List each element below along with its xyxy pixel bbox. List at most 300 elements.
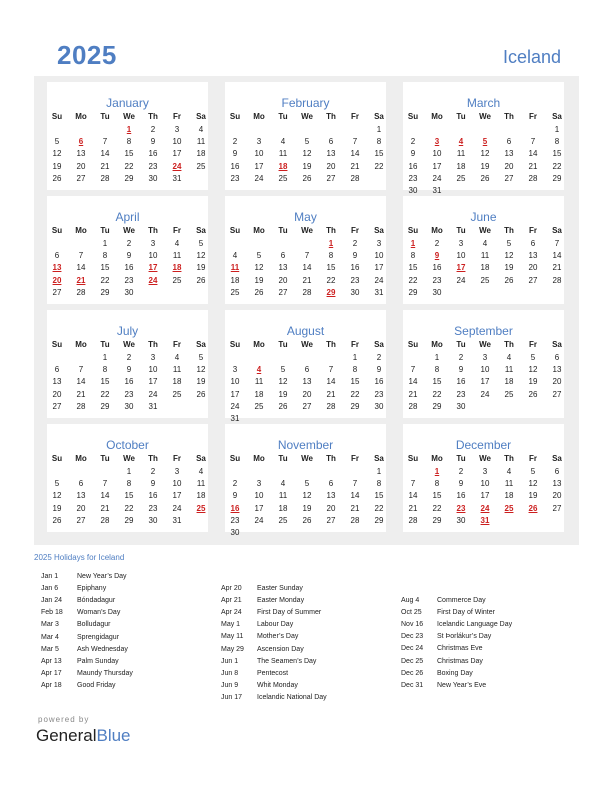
weekday-header: Mo [75, 112, 87, 121]
holiday-name: St Þorlákur’s Day [437, 633, 492, 641]
weekday-header: We [301, 112, 313, 121]
day-cell: 23 [148, 161, 158, 171]
day-cell: 5 [530, 353, 536, 362]
day-cell: 12 [254, 263, 264, 273]
weekday-header: Fr [529, 112, 537, 121]
day-cell: 18 [456, 161, 466, 171]
holiday-name: Easter Sunday [257, 585, 303, 592]
day-cell: 26 [302, 173, 312, 183]
day-cell: 5 [280, 365, 286, 375]
holiday-day: 3 [434, 137, 440, 147]
day-cell: 15 [100, 377, 110, 387]
day-cell: 11 [196, 137, 206, 147]
day-cell: 7 [410, 365, 416, 375]
month-name: April [115, 210, 140, 224]
weekday-header: Su [407, 112, 419, 121]
weekday-header: Sa [552, 226, 562, 235]
weekday-header: Mo [431, 340, 443, 349]
day-cell: 12 [480, 149, 490, 159]
day-cell: 4 [174, 239, 180, 248]
day-cell: 25 [196, 161, 206, 171]
day-cell: 15 [124, 149, 134, 159]
day-cell: 30 [408, 186, 418, 195]
day-cell: 22 [374, 161, 384, 171]
day-cell: 21 [528, 161, 538, 171]
day-cell: 21 [326, 389, 336, 399]
holiday-day: 1 [410, 239, 416, 248]
holiday-name: Icelandic National Day [257, 693, 327, 701]
weekday-header: Mo [431, 226, 443, 235]
weekday-header: Tu [278, 340, 288, 349]
day-cell: 10 [254, 149, 264, 159]
day-cell: 27 [52, 401, 62, 411]
day-cell: 19 [302, 161, 312, 171]
holiday-name: Christmas Eve [437, 645, 483, 653]
day-cell: 3 [482, 353, 488, 362]
month-name: March [466, 96, 501, 110]
day-cell: 8 [376, 479, 382, 489]
day-cell: 3 [256, 479, 262, 489]
day-cell: 2 [232, 137, 238, 147]
day-cell: 25 [172, 389, 182, 399]
day-cell: 22 [350, 389, 360, 399]
holiday-day: 24 [172, 161, 182, 171]
day-cell: 10 [480, 479, 490, 489]
day-cell: 3 [174, 125, 180, 134]
day-cell: 19 [528, 491, 538, 501]
day-cell: 23 [374, 389, 384, 399]
weekday-header: Mo [431, 112, 443, 121]
day-cell: 17 [480, 491, 490, 501]
day-cell: 1 [102, 239, 108, 248]
weekday-header: Su [229, 340, 241, 349]
day-cell: 28 [350, 515, 360, 525]
day-cell: 13 [326, 491, 336, 501]
weekday-header: We [301, 454, 313, 463]
holiday-name: Epiphany [77, 585, 107, 593]
day-cell: 11 [456, 149, 466, 159]
day-cell: 30 [374, 401, 384, 411]
weekday-header: We [123, 112, 135, 121]
day-cell: 4 [506, 353, 512, 362]
day-cell: 10 [456, 251, 466, 261]
day-cell: 30 [124, 287, 134, 297]
day-cell: 16 [148, 491, 158, 501]
month-name: September [454, 324, 513, 338]
holiday-name: Ash Wednesday [77, 645, 128, 653]
day-cell: 22 [432, 389, 442, 399]
day-cell: 30 [350, 287, 360, 297]
day-cell: 26 [196, 275, 206, 285]
day-cell: 14 [326, 377, 336, 387]
weekday-header: Tu [456, 454, 466, 463]
day-cell: 8 [102, 251, 108, 261]
day-cell: 6 [54, 365, 60, 375]
holiday-day: 18 [278, 161, 288, 171]
day-cell: 1 [434, 353, 440, 362]
weekday-header: Th [148, 454, 158, 463]
day-cell: 27 [52, 287, 62, 297]
day-cell: 8 [410, 251, 416, 261]
holiday-name: Maundy Thursday [77, 669, 133, 677]
day-cell: 21 [76, 389, 86, 399]
weekday-header: We [479, 454, 491, 463]
day-cell: 15 [374, 149, 384, 159]
day-cell: 17 [148, 377, 158, 387]
day-cell: 29 [100, 401, 110, 411]
day-cell: 26 [302, 515, 312, 525]
day-cell: 19 [278, 389, 288, 399]
day-cell: 23 [408, 173, 418, 183]
day-cell: 4 [198, 125, 204, 134]
day-cell: 17 [480, 377, 490, 387]
weekday-header: Sa [196, 454, 206, 463]
holiday-day: 1 [434, 467, 440, 476]
holiday-name: Christmas Day [437, 657, 483, 665]
day-cell: 27 [504, 173, 514, 183]
holiday-date: Apr 20 [221, 585, 242, 592]
day-cell: 11 [196, 479, 206, 489]
day-cell: 17 [254, 503, 264, 513]
day-cell: 22 [124, 161, 134, 171]
day-cell: 1 [554, 125, 560, 134]
day-cell: 1 [102, 353, 108, 362]
day-cell: 20 [302, 389, 312, 399]
day-cell: 7 [554, 239, 560, 248]
weekday-header: Su [407, 340, 419, 349]
weekday-header: Sa [552, 112, 562, 121]
day-cell: 2 [150, 467, 156, 476]
generalblue-logo[interactable] [36, 726, 131, 746]
holiday-name: The Seamen’s Day [257, 657, 317, 665]
day-cell: 23 [124, 389, 134, 399]
day-cell: 24 [254, 515, 264, 525]
month-july [47, 310, 208, 418]
day-cell: 19 [480, 161, 490, 171]
weekday-header: Th [148, 112, 158, 121]
holiday-day: 13 [52, 263, 62, 273]
day-cell: 27 [302, 401, 312, 411]
weekday-header: Th [504, 340, 514, 349]
day-cell: 12 [528, 479, 538, 489]
day-cell: 5 [506, 239, 512, 248]
weekday-header: Fr [173, 226, 181, 235]
weekday-header: Th [326, 340, 336, 349]
day-cell: 21 [100, 503, 110, 513]
day-cell: 20 [52, 389, 62, 399]
day-cell: 17 [172, 149, 182, 159]
day-cell: 4 [174, 353, 180, 362]
day-cell: 26 [196, 389, 206, 399]
day-cell: 9 [150, 479, 156, 489]
weekday-header: Tu [456, 112, 466, 121]
day-cell: 22 [432, 503, 442, 513]
day-cell: 2 [434, 239, 440, 248]
day-cell: 15 [432, 377, 442, 387]
holiday-day: 25 [504, 503, 514, 513]
holiday-name: Boxing Day [437, 669, 473, 677]
day-cell: 28 [408, 401, 418, 411]
weekday-header: Tu [456, 226, 466, 235]
day-cell: 4 [280, 479, 286, 489]
day-cell: 27 [552, 389, 562, 399]
day-cell: 16 [124, 263, 134, 273]
day-cell: 16 [374, 377, 384, 387]
weekday-header: Mo [75, 226, 87, 235]
day-cell: 30 [456, 401, 466, 411]
day-cell: 23 [230, 173, 240, 183]
day-cell: 18 [172, 377, 182, 387]
day-cell: 15 [374, 491, 384, 501]
day-cell: 28 [528, 173, 538, 183]
day-cell: 9 [232, 149, 238, 159]
holidays-title: 2025 Holidays for Iceland [34, 553, 125, 562]
day-cell: 11 [480, 251, 490, 261]
day-cell: 29 [124, 173, 134, 183]
day-cell: 4 [198, 467, 204, 476]
day-cell: 12 [528, 365, 538, 375]
day-cell: 20 [528, 263, 538, 273]
day-cell: 24 [148, 389, 158, 399]
weekday-header: Tu [100, 454, 110, 463]
day-cell: 4 [280, 137, 286, 147]
day-cell: 31 [230, 414, 240, 423]
day-cell: 6 [54, 251, 60, 261]
holiday-date: Jun 9 [221, 681, 239, 689]
day-cell: 15 [432, 491, 442, 501]
holiday-day: 24 [480, 503, 490, 513]
day-cell: 30 [230, 528, 240, 537]
day-cell: 26 [254, 287, 264, 297]
weekday-header: Mo [75, 454, 87, 463]
day-cell: 1 [376, 125, 382, 134]
day-cell: 17 [374, 263, 384, 273]
day-cell: 14 [76, 263, 86, 273]
holiday-day: 25 [196, 503, 206, 513]
day-cell: 2 [232, 479, 238, 489]
day-cell: 24 [480, 389, 490, 399]
day-cell: 8 [126, 479, 132, 489]
holiday-day: 16 [230, 503, 240, 513]
weekday-header: We [479, 226, 491, 235]
holiday-day: 4 [256, 365, 262, 375]
holiday-name: Mother’s Day [257, 633, 299, 641]
day-cell: 24 [254, 173, 264, 183]
day-cell: 2 [150, 125, 156, 134]
day-cell: 18 [196, 491, 206, 501]
day-cell: 19 [528, 377, 538, 387]
day-cell: 11 [172, 251, 182, 261]
day-cell: 18 [196, 149, 206, 159]
day-cell: 5 [54, 137, 60, 147]
day-cell: 2 [126, 353, 132, 362]
weekday-header: We [479, 340, 491, 349]
day-cell: 9 [150, 137, 156, 147]
holiday-date: Mar 3 [41, 621, 59, 629]
day-cell: 6 [554, 467, 560, 476]
holiday-day: 29 [326, 287, 336, 297]
day-cell: 28 [408, 515, 418, 525]
day-cell: 3 [376, 239, 382, 248]
day-cell: 17 [254, 161, 264, 171]
holiday-day: 6 [78, 137, 84, 147]
weekday-header: Sa [196, 226, 206, 235]
holiday-date: Feb 18 [41, 609, 63, 617]
month-name: June [470, 210, 497, 224]
day-cell: 5 [256, 251, 262, 261]
day-cell: 23 [456, 389, 466, 399]
day-cell: 14 [100, 149, 110, 159]
year-title: 2025 [57, 40, 117, 70]
day-cell: 30 [432, 287, 442, 297]
month-june [403, 196, 564, 304]
day-cell: 5 [198, 239, 204, 248]
day-cell: 3 [482, 467, 488, 476]
holiday-day: 17 [148, 263, 158, 273]
country-title: Iceland [502, 47, 561, 67]
holiday-name: Good Friday [77, 681, 116, 689]
weekday-header: Mo [253, 340, 265, 349]
day-cell: 7 [530, 137, 536, 147]
day-cell: 22 [408, 275, 418, 285]
holiday-name: First Day of Summer [257, 609, 322, 617]
day-cell: 28 [552, 275, 562, 285]
day-cell: 18 [504, 377, 514, 387]
weekday-header: Tu [278, 226, 288, 235]
day-cell: 30 [456, 515, 466, 525]
weekday-header: Sa [552, 340, 562, 349]
weekday-header: Su [407, 454, 419, 463]
day-cell: 7 [328, 365, 334, 375]
day-cell: 28 [100, 173, 110, 183]
day-cell: 29 [350, 401, 360, 411]
holiday-date: Jun 17 [221, 693, 243, 701]
weekday-header: Th [326, 112, 336, 121]
day-cell: 31 [374, 287, 384, 297]
weekday-header: Su [229, 112, 241, 121]
day-cell: 20 [504, 161, 514, 171]
day-cell: 28 [350, 173, 360, 183]
day-cell: 11 [254, 377, 264, 387]
day-cell: 5 [304, 479, 310, 489]
weekday-header: Fr [173, 454, 181, 463]
day-cell: 25 [278, 173, 288, 183]
weekday-header: Th [148, 340, 158, 349]
day-cell: 9 [410, 149, 416, 159]
day-cell: 22 [326, 275, 336, 285]
day-cell: 10 [148, 251, 158, 261]
holiday-day: 24 [148, 275, 158, 285]
month-name: November [277, 438, 334, 452]
day-cell: 6 [328, 479, 334, 489]
day-cell: 7 [78, 365, 84, 375]
day-cell: 14 [528, 149, 538, 159]
day-cell: 6 [280, 251, 286, 261]
holiday-name: Easter Monday [257, 597, 305, 605]
day-cell: 24 [374, 275, 384, 285]
holiday-name: Icelandic Language Day [437, 621, 513, 629]
day-cell: 24 [230, 401, 240, 411]
day-cell: 25 [504, 389, 514, 399]
day-cell: 27 [76, 173, 86, 183]
month-name: July [116, 324, 139, 338]
month-name: May [294, 210, 317, 224]
day-cell: 14 [552, 251, 562, 261]
day-cell: 21 [350, 161, 360, 171]
powered-by-text: powered by [38, 715, 90, 724]
day-cell: 20 [552, 491, 562, 501]
weekday-header: Su [229, 226, 241, 235]
holiday-day: 21 [76, 275, 86, 285]
day-cell: 13 [552, 479, 562, 489]
day-cell: 27 [326, 173, 336, 183]
day-cell: 29 [100, 287, 110, 297]
day-cell: 21 [408, 389, 418, 399]
day-cell: 23 [432, 275, 442, 285]
day-cell: 9 [376, 365, 382, 375]
day-cell: 12 [196, 251, 206, 261]
weekday-header: Fr [529, 226, 537, 235]
day-cell: 19 [254, 275, 264, 285]
day-cell: 24 [172, 503, 182, 513]
holiday-date: Nov 16 [401, 621, 424, 629]
weekday-header: Su [407, 226, 419, 235]
day-cell: 7 [352, 137, 358, 147]
weekday-header: Th [504, 226, 514, 235]
weekday-header: Su [51, 340, 63, 349]
day-cell: 1 [352, 353, 358, 362]
day-cell: 3 [150, 353, 156, 362]
day-cell: 12 [504, 251, 514, 261]
day-cell: 24 [456, 275, 466, 285]
day-cell: 26 [52, 173, 62, 183]
day-cell: 13 [278, 263, 288, 273]
day-cell: 7 [102, 137, 108, 147]
month-december [403, 424, 564, 532]
day-cell: 25 [254, 401, 264, 411]
weekday-header: Tu [278, 112, 288, 121]
day-cell: 14 [408, 377, 418, 387]
day-cell: 10 [432, 149, 442, 159]
day-cell: 16 [230, 161, 240, 171]
day-cell: 8 [102, 365, 108, 375]
day-cell: 6 [78, 479, 84, 489]
day-cell: 22 [552, 161, 562, 171]
holiday-day: 23 [456, 503, 466, 513]
day-cell: 20 [326, 161, 336, 171]
day-cell: 29 [552, 173, 562, 183]
day-cell: 7 [352, 479, 358, 489]
holiday-date: Dec 23 [401, 633, 424, 641]
day-cell: 10 [172, 137, 182, 147]
weekday-header: Sa [374, 454, 384, 463]
day-cell: 3 [174, 467, 180, 476]
day-cell: 26 [52, 515, 62, 525]
day-cell: 13 [528, 251, 538, 261]
holiday-date: Dec 31 [401, 681, 424, 689]
day-cell: 22 [374, 503, 384, 513]
holiday-name: Woman’s Day [77, 609, 121, 617]
holiday-day: 11 [230, 263, 240, 273]
holiday-date: Mar 4 [41, 633, 59, 641]
holiday-day: 20 [52, 275, 62, 285]
weekday-header: We [301, 340, 313, 349]
day-cell: 27 [76, 515, 86, 525]
day-cell: 25 [480, 275, 490, 285]
weekday-header: Su [51, 226, 63, 235]
holiday-name: New Year’s Eve [437, 681, 487, 689]
holiday-day: 1 [328, 239, 334, 248]
